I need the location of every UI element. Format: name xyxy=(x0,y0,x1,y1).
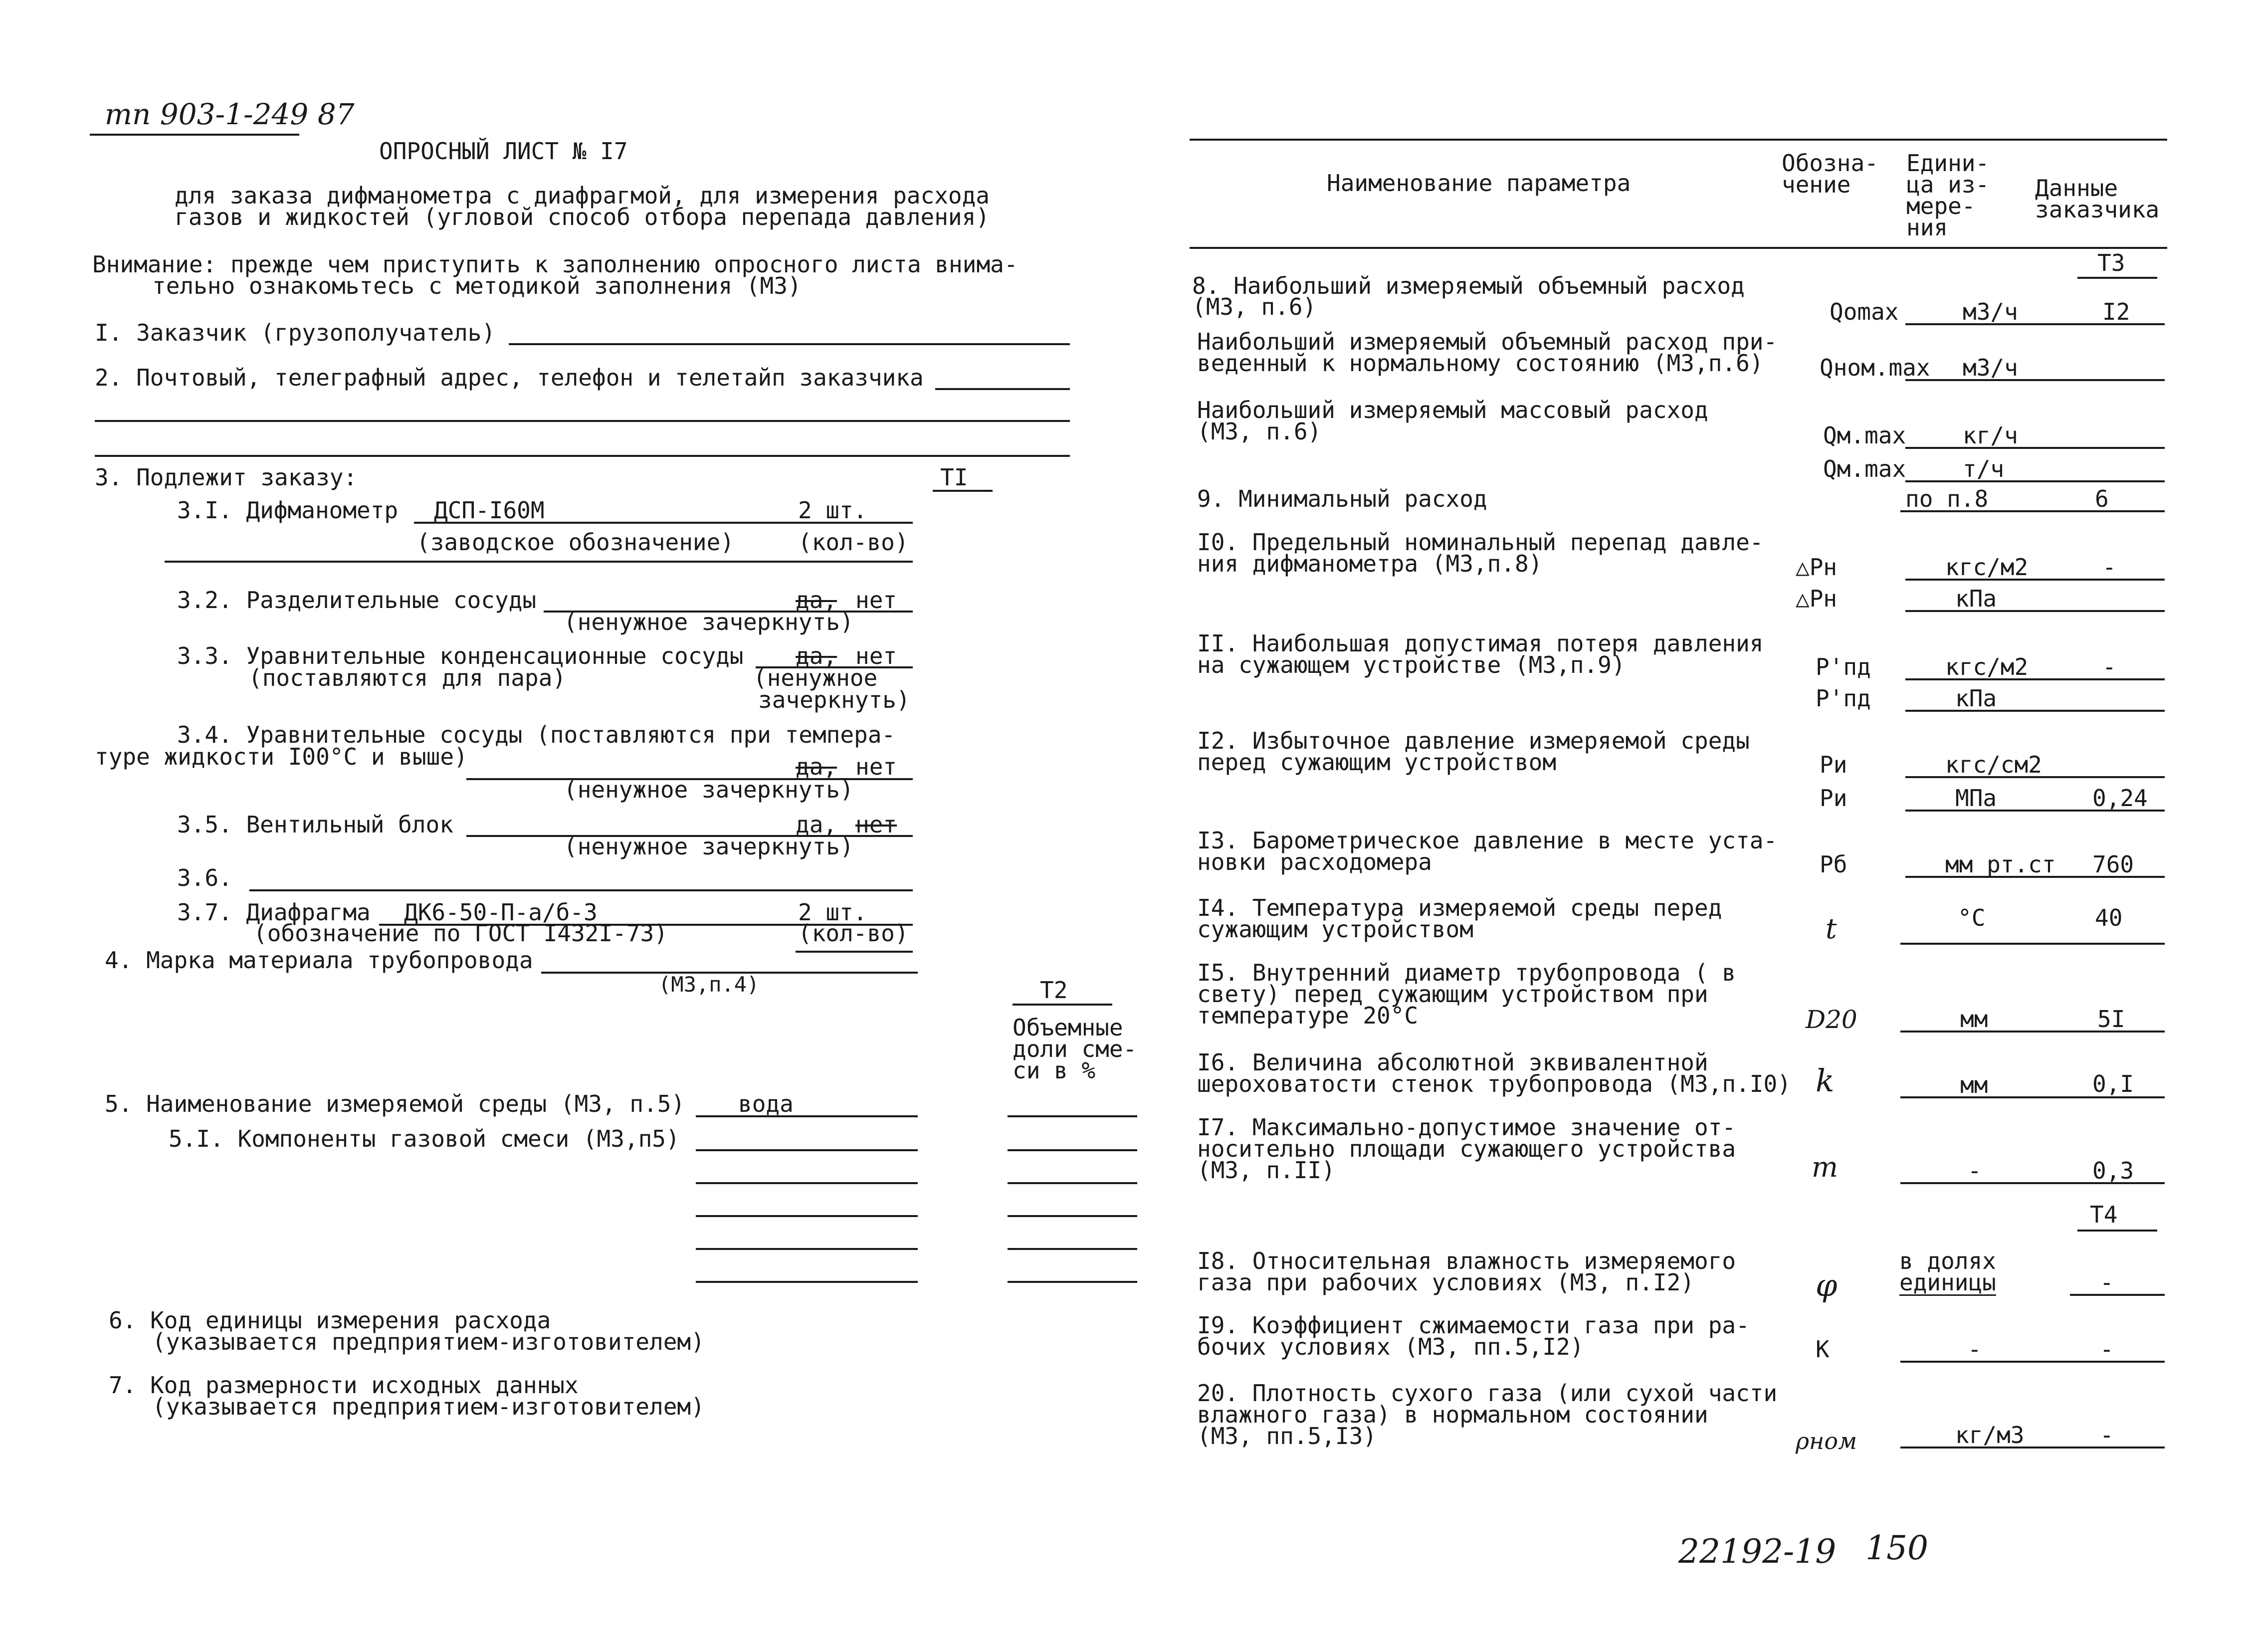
row-8b-line[interactable] xyxy=(1905,379,2165,381)
row-8b-name-1: Наибольший измеряемый объемный расход при- xyxy=(1197,328,1778,355)
table-header-rule xyxy=(1190,247,2167,249)
equalizing-note: (ненужное зачеркнуть) xyxy=(564,776,854,803)
row-12-symbol-2: Ри xyxy=(1820,785,1847,812)
row-16-name-1: I6. Величина абсолютной эквивалентной xyxy=(1197,1049,1708,1076)
row-19-line[interactable] xyxy=(1900,1361,2165,1363)
difmanometer-caption-1: (заводское обозначение) xyxy=(416,529,734,556)
table-top-rule xyxy=(1190,139,2167,141)
subtitle-line-2: газов и жидкостей (угловой способ отбора перепада давления) xyxy=(175,204,990,230)
row-8b-name-2: веденный к нормальному состоянию (М3,п.6) xyxy=(1197,350,1764,377)
row-9-name: 9. Минимальный расход xyxy=(1197,485,1487,512)
row-9-line[interactable] xyxy=(1900,510,2165,512)
field-condensation-vessels-label: 3.3. Уравнительные конденсационные сосуды xyxy=(177,642,744,669)
pipe-material-caption: (М3,п.4) xyxy=(658,972,760,997)
field-3-6-line[interactable] xyxy=(249,889,913,891)
row-18-unit-2: единицы xyxy=(1899,1269,1996,1296)
row-8c-line-2[interactable] xyxy=(1905,480,2165,482)
row-20-line[interactable] xyxy=(1900,1446,2165,1448)
field-customer-label: I. Заказчик (грузополучатель) xyxy=(95,319,496,346)
row-9-unit: по п.8 xyxy=(1905,485,1989,512)
col-header-unit-2: ца из- xyxy=(1906,171,1990,198)
row-10-unit-1: кгс/м2 xyxy=(1945,554,2029,581)
row-11-line-1[interactable] xyxy=(1905,678,2165,680)
separating-note: (ненужное зачеркнуть) xyxy=(564,609,854,635)
row-17-name-3: (М3, п.II) xyxy=(1197,1157,1335,1184)
col-header-data-2: заказчика xyxy=(2035,196,2160,223)
field-separating-vessels-label: 3.2. Разделительные сосуды xyxy=(177,587,537,614)
diaphragm-caption-1: (обозначение по ГОСТ I432I-73) xyxy=(253,920,668,947)
row-20-name-1: 20. Плотность сухого газа (или сухой части xyxy=(1197,1380,1778,1407)
gas-components-line-1[interactable] xyxy=(696,1149,918,1151)
row-8-value: I2 xyxy=(2102,298,2130,325)
row-13-unit: мм рт.ст xyxy=(1945,851,2056,878)
field-address-label: 2. Почтовый, телеграфный адрес, телефон и телетайп заказчика xyxy=(95,364,924,391)
field-address-line-3[interactable] xyxy=(95,455,1070,457)
t2-col-line-1[interactable] xyxy=(1008,1115,1137,1117)
t2-header-1: Объемные xyxy=(1013,1014,1123,1041)
table-marker-t2: T2 xyxy=(1040,977,1068,1004)
row-15-name-3: температуре 20°С xyxy=(1197,1002,1419,1029)
row-8-name-1: 8. Наибольший измеряемый объемный расход xyxy=(1192,272,1745,299)
table-marker-t3: T3 xyxy=(2097,249,2125,276)
row-18-name-2: газа при рабочих условиях (М3, п.I2) xyxy=(1197,1269,1694,1296)
t2-header-3: си в % xyxy=(1013,1057,1096,1084)
row-18-unit-1: в долях xyxy=(1899,1247,1996,1274)
t2-col-line-4[interactable] xyxy=(1008,1215,1137,1217)
row-15-unit: мм xyxy=(1960,1006,1988,1032)
row-19-value: - xyxy=(2100,1336,2114,1363)
warning-line-1: Внимание: прежде чем приступить к заполнению опросного листа внима- xyxy=(92,251,1018,278)
t2-col-line-2[interactable] xyxy=(1008,1149,1137,1151)
row-10-name-1: I0. Предельный номинальный перепад давле- xyxy=(1197,529,1764,556)
row-17-symbol: m xyxy=(1812,1151,1839,1184)
field-equalizing-vessels-line2: туре жидкости I00°С и выше) xyxy=(95,743,468,770)
field-customer-line[interactable] xyxy=(509,343,1070,345)
row-9-value: 6 xyxy=(2095,485,2109,512)
row-8c-symbol-1: Qм.max xyxy=(1823,422,1906,449)
row-19-symbol: К xyxy=(1816,1336,1830,1363)
field-medium-value: вода xyxy=(738,1090,794,1117)
row-12-name-1: I2. Избыточное давление измеряемой среды xyxy=(1197,727,1750,754)
row-15-value: 5I xyxy=(2097,1006,2125,1032)
field-diaphragm-label: 3.7. Диафрагма xyxy=(177,899,371,926)
field-medium-label: 5. Наименование измеряемой среды (М3, п.5) xyxy=(105,1090,685,1117)
row-12-symbol-1: Ри xyxy=(1820,751,1847,778)
gas-components-line-2[interactable] xyxy=(696,1182,918,1184)
difmanometer-sep-line xyxy=(165,561,913,563)
row-11-name-2: на сужающем устройстве (М3,п.9) xyxy=(1197,651,1626,678)
col-header-symbol-2: чение xyxy=(1782,171,1851,198)
row-12-line-2[interactable] xyxy=(1905,810,2165,812)
condensation-yes-struck[interactable]: да, xyxy=(796,642,837,669)
col-header-unit-3: мере- xyxy=(1906,193,1976,219)
subtitle-line-1: для заказа дифманометра с диафрагмой, для измерения расхода xyxy=(175,182,990,209)
row-19-name-1: I9. Коэффициент сжимаемости газа при ра- xyxy=(1197,1312,1750,1339)
warning-line-2: тельно ознакомьтесь с методикой заполнения (М3) xyxy=(152,272,802,299)
row-10-value-1: - xyxy=(2102,554,2116,581)
equalizing-no[interactable]: нет xyxy=(855,753,897,780)
row-12-name-2: перед сужающим устройством xyxy=(1197,749,1557,776)
row-17-unit: - xyxy=(1968,1157,1982,1184)
field-diaphragm-qty: 2 шт. xyxy=(798,899,867,926)
row-12-unit-2: МПа xyxy=(1955,785,1997,812)
field-difmanometer-qty: 2 шт. xyxy=(798,497,867,524)
row-8c-name-1: Наибольший измеряемый массовый расход xyxy=(1197,397,1708,423)
field-dimension-code-note: (указывается предприятием-изготовителем) xyxy=(152,1393,705,1420)
row-15-name-2: свету) перед сужающим устройством при xyxy=(1197,981,1708,1008)
gas-components-line-4[interactable] xyxy=(696,1248,918,1250)
t3-underline xyxy=(2077,277,2157,279)
row-16-name-2: шероховатости стенок трубопровода (М3,п.I0) xyxy=(1197,1070,1791,1097)
row-12-line-1[interactable] xyxy=(1905,776,2165,778)
row-8-unit: м3/ч xyxy=(1963,298,2018,325)
field-valve-block-label: 3.5. Вентильный блок xyxy=(177,811,453,838)
row-12-unit-1: кгс/см2 xyxy=(1945,751,2042,778)
row-19-name-2: бочих условиях (М3, пп.5,I2) xyxy=(1197,1333,1584,1360)
field-dimension-code-label: 7. Код размерности исходных данных xyxy=(109,1372,579,1399)
row-16-line[interactable] xyxy=(1900,1096,2165,1098)
valve-note: (ненужное зачеркнуть) xyxy=(564,833,854,860)
row-11-unit-1: кгс/м2 xyxy=(1945,653,2029,680)
row-10-symbol-1: △Рн xyxy=(1796,554,1838,581)
t1-underline xyxy=(933,490,993,492)
row-8b-symbol: Qном.max xyxy=(1820,354,1930,381)
row-11-name-1: II. Наибольшая допустимая потеря давления xyxy=(1197,630,1764,657)
row-12-value-2: 0,24 xyxy=(2092,785,2148,812)
field-gas-components-label: 5.I. Компоненты газовой смеси (М3,п5) xyxy=(169,1125,680,1152)
field-condensation-vessels-line2: (поставляются для пара) xyxy=(248,664,566,691)
field-3-6-label: 3.6. xyxy=(177,864,232,891)
condensation-note-2: зачеркнуть) xyxy=(758,686,910,713)
row-15-symbol: D20 xyxy=(1806,1005,1857,1034)
difmanometer-caption-2: (кол-во) xyxy=(798,529,909,556)
row-11-line-2[interactable] xyxy=(1905,710,2165,712)
row-14-symbol: t xyxy=(1826,913,1837,945)
t2-col-line-5[interactable] xyxy=(1008,1248,1137,1250)
row-17-name-2: носительно площади сужающего устройства xyxy=(1197,1135,1736,1162)
row-8c-symbol-2: Qм.max xyxy=(1823,455,1906,482)
field-difmanometer-label: 3.I. Дифманометр xyxy=(177,497,399,524)
row-13-value: 760 xyxy=(2092,851,2134,878)
col-header-data-1: Данные xyxy=(2035,175,2118,202)
field-difmanometer-model: ДСП-I60М xyxy=(434,497,545,524)
page-title: ОПРОСНЫЙ ЛИСТ № I7 xyxy=(379,138,628,165)
row-13-name-2: новки расходомера xyxy=(1197,848,1432,875)
row-8-line[interactable] xyxy=(1905,323,2165,325)
row-11-value-1: - xyxy=(2102,653,2116,680)
row-10-unit-2: кПа xyxy=(1955,585,1997,612)
row-14-name-1: I4. Температура измеряемой среды перед xyxy=(1197,894,1722,921)
t2-underline xyxy=(1013,1004,1112,1006)
field-diaphragm-model: ДК6-50-П-а/б-3 xyxy=(404,899,598,926)
footer-page-number: 150 xyxy=(1865,1529,1928,1567)
row-18-line[interactable] xyxy=(2070,1294,2165,1296)
row-8c-unit-2: т/ч xyxy=(1963,455,2005,482)
t2-col-line-6[interactable] xyxy=(1008,1281,1137,1283)
row-8c-unit-1: кг/ч xyxy=(1963,422,2018,449)
field-equalizing-vessels-label: 3.4. Уравнительные сосуды (поставляются при темпера- xyxy=(177,721,896,748)
row-14-line[interactable] xyxy=(1900,943,2165,945)
doc-number-underline xyxy=(90,134,299,136)
row-13-line[interactable] xyxy=(1905,876,2165,878)
equalizing-yes-struck[interactable]: да, xyxy=(796,753,837,780)
row-20-unit: кг/м3 xyxy=(1955,1422,2025,1448)
row-11-symbol-1: Р'пд xyxy=(1816,653,1871,680)
condensation-note-1: (ненужное xyxy=(753,664,878,691)
row-16-value: 0,I xyxy=(2092,1070,2134,1097)
gas-components-line-5[interactable] xyxy=(696,1281,918,1283)
row-16-symbol: k xyxy=(1816,1062,1835,1099)
row-10-line-2[interactable] xyxy=(1905,610,2165,612)
row-11-unit-2: кПа xyxy=(1955,685,1997,712)
col-header-name: Наименование параметра xyxy=(1327,170,1631,197)
row-20-symbol: ρном xyxy=(1796,1428,1857,1454)
field-address-line-1[interactable] xyxy=(935,388,1070,390)
row-8-symbol: Qomax xyxy=(1830,298,1899,325)
gas-components-line-3[interactable] xyxy=(696,1215,918,1217)
row-10-name-2: ния дифманометра (М3,п.8) xyxy=(1197,550,1543,577)
t2-col-line-3[interactable] xyxy=(1008,1182,1137,1184)
medium-line[interactable] xyxy=(696,1115,918,1117)
field-pipe-material-label: 4. Марка материала трубопровода xyxy=(105,947,533,974)
row-16-unit: мм xyxy=(1960,1071,1988,1098)
row-19-unit: - xyxy=(1968,1336,1982,1363)
col-header-symbol-1: Обозна- xyxy=(1782,150,1878,177)
row-15-name-1: I5. Внутренний диаметр трубопровода ( в xyxy=(1197,959,1736,986)
field-order-label: 3. Подлежит заказу: xyxy=(95,464,358,491)
footer-code: 22192-19 xyxy=(1678,1532,1837,1571)
row-14-unit: °С xyxy=(1958,904,1986,931)
doc-number: тп 903-1-249 87 xyxy=(105,97,355,131)
valve-yes[interactable]: да, xyxy=(796,811,837,838)
col-header-unit-1: Едини- xyxy=(1906,150,1990,177)
row-8-name-2: (М3, п.6) xyxy=(1192,293,1317,320)
row-11-symbol-2: Р'пд xyxy=(1816,685,1871,712)
row-14-name-2: сужающим устройством xyxy=(1197,916,1473,943)
row-17-value: 0,3 xyxy=(2092,1157,2134,1184)
diaphragm-qty-sep xyxy=(796,951,913,953)
row-17-name-1: I7. Максимально-допустимое значение от- xyxy=(1197,1114,1736,1141)
row-20-value: - xyxy=(2100,1422,2114,1448)
row-13-name-1: I3. Барометрическое давление в месте уста- xyxy=(1197,827,1778,854)
table-marker-t4: T4 xyxy=(2090,1201,2118,1228)
row-15-line[interactable] xyxy=(1900,1031,2165,1032)
difmanometer-line[interactable] xyxy=(414,522,913,524)
separating-no[interactable]: нет xyxy=(855,587,897,614)
row-14-value: 40 xyxy=(2095,904,2123,931)
diaphragm-caption-2: (кол-во) xyxy=(798,920,909,947)
row-10-symbol-2: △Рн xyxy=(1796,585,1838,612)
row-18-name-1: I8. Относительная влажность измеряемого xyxy=(1197,1247,1736,1274)
row-8c-name-2: (М3, п.6) xyxy=(1197,418,1322,445)
row-20-name-3: (М3, пп.5,I3) xyxy=(1197,1423,1377,1449)
col-header-unit-4: ния xyxy=(1906,214,1948,241)
condensation-no[interactable]: нет xyxy=(855,642,897,669)
t4-underline xyxy=(2077,1230,2157,1232)
row-8c-line-1[interactable] xyxy=(1905,447,2165,449)
t2-header-2: доли сме- xyxy=(1013,1035,1137,1062)
row-18-symbol: φ xyxy=(1816,1267,1838,1303)
valve-no-struck[interactable]: нет xyxy=(855,811,897,838)
field-unit-code-label: 6. Код единицы измерения расхода xyxy=(109,1307,551,1334)
row-17-line[interactable] xyxy=(1900,1182,2165,1184)
separating-yes-struck[interactable]: да, xyxy=(796,587,837,614)
row-18-value: - xyxy=(2100,1269,2114,1296)
row-8b-unit: м3/ч xyxy=(1963,354,2018,381)
row-20-name-2: влажного газа) в нормальном состоянии xyxy=(1197,1401,1708,1428)
row-13-symbol: Рб xyxy=(1820,851,1847,878)
row-10-line-1[interactable] xyxy=(1905,579,2165,581)
table-marker-t1: TI xyxy=(940,464,968,491)
field-unit-code-note: (указывается предприятием-изготовителем) xyxy=(152,1328,705,1355)
field-address-line-2[interactable] xyxy=(95,420,1070,422)
